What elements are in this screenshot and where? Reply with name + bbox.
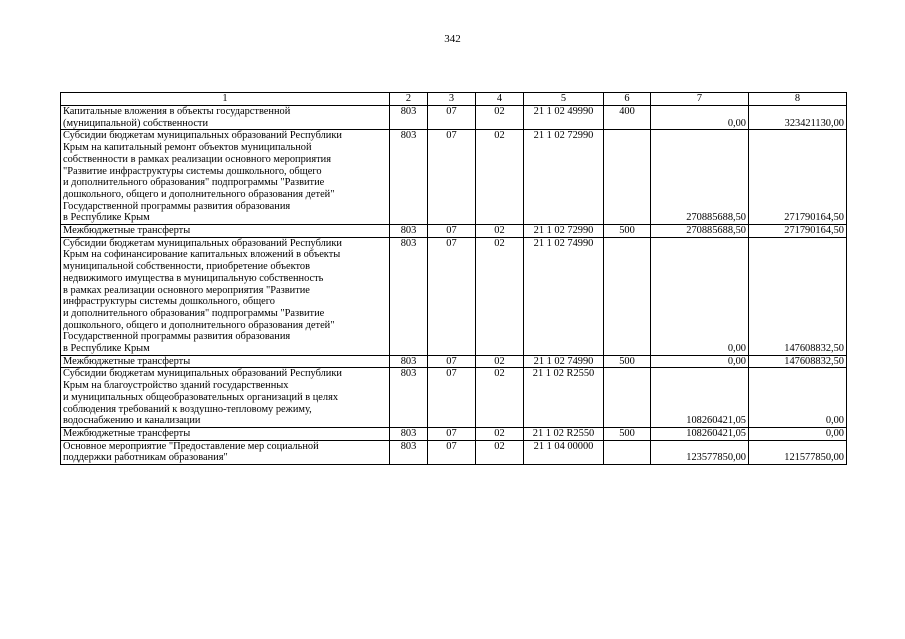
row-section: 07 <box>428 130 476 225</box>
row-name: Межбюджетные трансферты <box>61 225 390 238</box>
row-expense-type <box>604 130 651 225</box>
row-amount-2: 271790164,50 <box>749 225 847 238</box>
row-amount-1: 108260421,05 <box>651 427 749 440</box>
row-expense-type <box>604 368 651 428</box>
page-number: 342 <box>444 33 461 45</box>
row-ministry-code: 803 <box>390 130 428 225</box>
row-ministry-code: 803 <box>390 427 428 440</box>
row-subsection: 02 <box>476 368 524 428</box>
column-header: 4 <box>476 93 524 106</box>
table-row <box>61 440 847 464</box>
row-section: 07 <box>428 106 476 130</box>
table-row <box>61 106 847 130</box>
column-header: 3 <box>428 93 476 106</box>
row-target-article: 21 1 02 49990 <box>524 106 604 130</box>
row-section: 07 <box>428 355 476 368</box>
row-ministry-code: 803 <box>390 106 428 130</box>
row-expense-type: 400 <box>604 106 651 130</box>
row-name: Субсидии бюджетам муниципальных образований Республики Крым на софинансирование капитальных вложений в объекты муниципальной собственности, приобретение объектов недвижимого имущества в муниципальную собственность в рамках реализации основного мероприятия "Развитие инфраструктуры системы дошкольного, общего и дополнительного образования" подпрограммы "Развитие дошкольного, общего и дополнительного образования детей" Государственной программы развития образования в Республике Крым <box>61 237 390 355</box>
column-header: 8 <box>749 93 847 106</box>
row-name: Капитальные вложения в объекты государственной (муниципальной) собственности <box>61 106 390 130</box>
row-subsection: 02 <box>476 106 524 130</box>
row-name: Основное мероприятие "Предоставление мер социальной поддержки работникам образования" <box>61 440 390 464</box>
row-name: Субсидии бюджетам муниципальных образований Республики Крым на капитальный ремонт объектов муниципальной собственности в рамках реализации основного мероприятия "Развитие инфраструктуры системы дошкольного, общего и дополнительного образования" подпрограммы "Развитие дошкольного, общего и дополнительного образования детей" Государственной программы развития образования в Республике Крым <box>61 130 390 225</box>
budget-table <box>60 92 847 465</box>
row-amount-1: 108260421,05 <box>651 368 749 428</box>
row-amount-1: 123577850,00 <box>651 440 749 464</box>
column-header: 7 <box>651 93 749 106</box>
row-amount-1: 0,00 <box>651 237 749 355</box>
row-ministry-code: 803 <box>390 368 428 428</box>
row-section: 07 <box>428 368 476 428</box>
row-section: 07 <box>428 427 476 440</box>
row-expense-type: 500 <box>604 427 651 440</box>
column-header: 1 <box>61 93 390 106</box>
table-row <box>61 355 847 368</box>
row-expense-type <box>604 237 651 355</box>
table-header-row <box>61 93 847 106</box>
row-amount-2: 147608832,50 <box>749 355 847 368</box>
row-target-article: 21 1 02 72990 <box>524 130 604 225</box>
row-amount-2: 147608832,50 <box>749 237 847 355</box>
row-amount-2: 323421130,00 <box>749 106 847 130</box>
row-amount-2: 0,00 <box>749 368 847 428</box>
row-ministry-code: 803 <box>390 355 428 368</box>
row-amount-1: 270885688,50 <box>651 225 749 238</box>
row-ministry-code: 803 <box>390 440 428 464</box>
row-amount-1: 0,00 <box>651 106 749 130</box>
row-target-article: 21 1 02 74990 <box>524 355 604 368</box>
row-section: 07 <box>428 225 476 238</box>
table-row <box>61 237 847 355</box>
row-target-article: 21 1 02 74990 <box>524 237 604 355</box>
row-amount-2: 0,00 <box>749 427 847 440</box>
column-header: 2 <box>390 93 428 106</box>
row-amount-1: 0,00 <box>651 355 749 368</box>
row-amount-2: 271790164,50 <box>749 130 847 225</box>
row-target-article: 21 1 04 00000 <box>524 440 604 464</box>
row-ministry-code: 803 <box>390 225 428 238</box>
row-ministry-code: 803 <box>390 237 428 355</box>
row-expense-type: 500 <box>604 355 651 368</box>
row-subsection: 02 <box>476 440 524 464</box>
column-header: 6 <box>604 93 651 106</box>
row-name: Субсидии бюджетам муниципальных образований Республики Крым на благоустройство зданий государственных и муниципальных общеобразовательных организаций в целях соблюдения требований к воздушно-тепловому режиму, водоснабжению и канализации <box>61 368 390 428</box>
row-expense-type: 500 <box>604 225 651 238</box>
row-name: Межбюджетные трансферты <box>61 355 390 368</box>
table-row <box>61 130 847 225</box>
row-section: 07 <box>428 440 476 464</box>
table-row <box>61 225 847 238</box>
row-target-article: 21 1 02 72990 <box>524 225 604 238</box>
row-target-article: 21 1 02 R2550 <box>524 368 604 428</box>
table-row <box>61 368 847 428</box>
row-subsection: 02 <box>476 427 524 440</box>
table-row <box>61 427 847 440</box>
row-amount-1: 270885688,50 <box>651 130 749 225</box>
row-subsection: 02 <box>476 237 524 355</box>
column-header: 5 <box>524 93 604 106</box>
row-subsection: 02 <box>476 130 524 225</box>
row-expense-type <box>604 440 651 464</box>
row-subsection: 02 <box>476 225 524 238</box>
row-name: Межбюджетные трансферты <box>61 427 390 440</box>
row-target-article: 21 1 02 R2550 <box>524 427 604 440</box>
row-subsection: 02 <box>476 355 524 368</box>
row-section: 07 <box>428 237 476 355</box>
row-amount-2: 121577850,00 <box>749 440 847 464</box>
